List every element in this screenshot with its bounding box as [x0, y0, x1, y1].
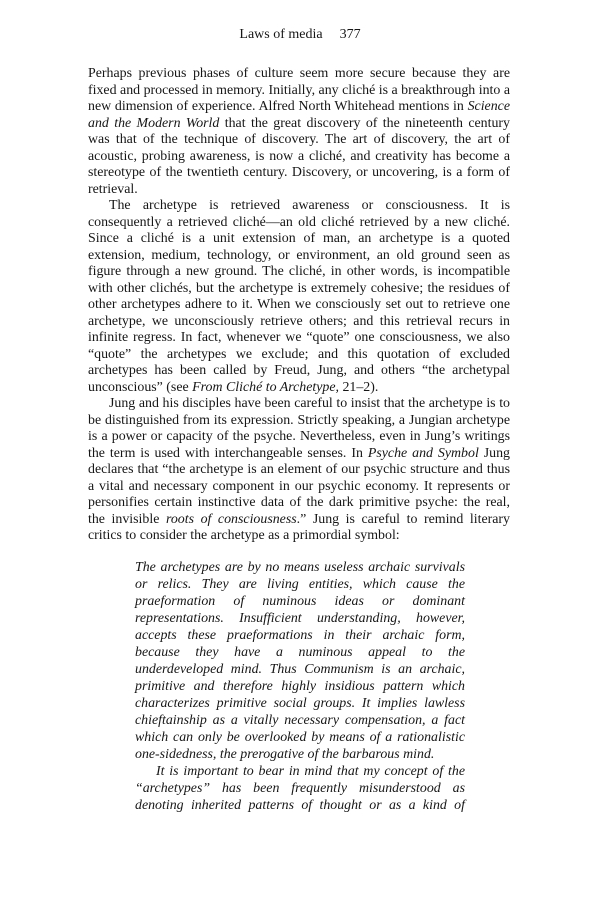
text-segment: From Cliché to Archetype,: [192, 379, 339, 395]
body-text: [88, 66, 510, 814]
quote-paragraph-2: [135, 763, 465, 814]
text-segment: Perhaps previous phases of culture seem more secure because they are fixed and processed in memory. Initially, any cliché is a breakthrough into a new dimension of experience. Alfred North Whitehead mentions in: [88, 66, 510, 114]
running-head-title: Laws of media: [239, 27, 323, 42]
text-segment: Jung and his disciples have been careful to insist that the archetype is to be distinguished from its expression. Strictly speaking, a Jungian archetype is a power or capacity of the psyche. Nevertheless, even in Jung’s writings the term is used with interchangeable senses. In: [88, 396, 510, 461]
text-segment: Jung declares that “the archetype is an element of our psychic structure and thus a vital and necessary component in our psychic economy. It represents or personifies certain instinctive data of the dark primitive psyche: the real, the invisible: [88, 445, 510, 527]
paragraph-2: [88, 198, 510, 396]
text-segment: 21–2).: [339, 379, 379, 395]
text-segment: The archetypes are by no means useless archaic survivals or relics. They are living entities, which cause the praeformation of numinous ideas or dominant representations. Insufficient understanding, however, accepts these praeformations in their archaic form, because they have a numinous appeal to the underdeveloped mind. Thus Communism is an archaic, primitive and therefore highly insidious pattern which characterizes primitive social groups. It implies lawless chieftainship as a vitally necessary compensation, a fact which can only be overlooked by means of a rationalistic one-sidedness, the prerogative of the barbarous mind.: [135, 559, 465, 762]
text-segment: roots of consciousness: [165, 511, 297, 527]
paragraph-3: [88, 396, 510, 545]
text-segment: .” Jung is careful to remind literary critics to consider the archetype as a primordial symbol:: [88, 511, 510, 543]
text-segment: It is important to bear in mind that my concept of the “archetypes” has been frequently misunderstood as denoting inherited patterns of thought or as a kind of: [135, 763, 465, 813]
text-segment: Science and the Modern World: [88, 99, 510, 131]
text-segment: Psyche and Symbol: [367, 445, 479, 461]
text-segment: The archetype is retrieved awareness or consciousness. It is consequently a retrieved cliché—an old cliché retrieved by a new cliché. Since a cliché is a unit extension of man, an archetype is a quoted extension, medium, technology, or environment, an old ground seen as figure through a new ground. The cliché, in other words, is incompatible with other clichés, but the archetype is extremely cohesive; the residues of other archetypes adhere to it. When we consciously set out to retrieve one archetype, we unconsciously retrieve others; and this retrieval recurs in infinite regress. In fact, whenever we “quote” one consciousness, we also “quote” the archetypes we exclude; and this quotation of excluded archetypes has been called by Freud, Jung, and others “the archetypal unconscious” (see: [88, 198, 510, 395]
paragraph-1: [88, 66, 510, 198]
text-segment: that the great discovery of the nineteenth century was that of the technique of discovery. The art of discovery, the art of acoustic, probing awareness, is now a cliché, and creativity has become a stereotype of the twentieth century. Discovery, or uncovering, is a form of retrieval.: [88, 115, 510, 197]
running-head: [0, 27, 600, 43]
block-quote: [135, 559, 465, 814]
page-number: 377: [339, 27, 361, 42]
quote-paragraph-1: [135, 559, 465, 763]
